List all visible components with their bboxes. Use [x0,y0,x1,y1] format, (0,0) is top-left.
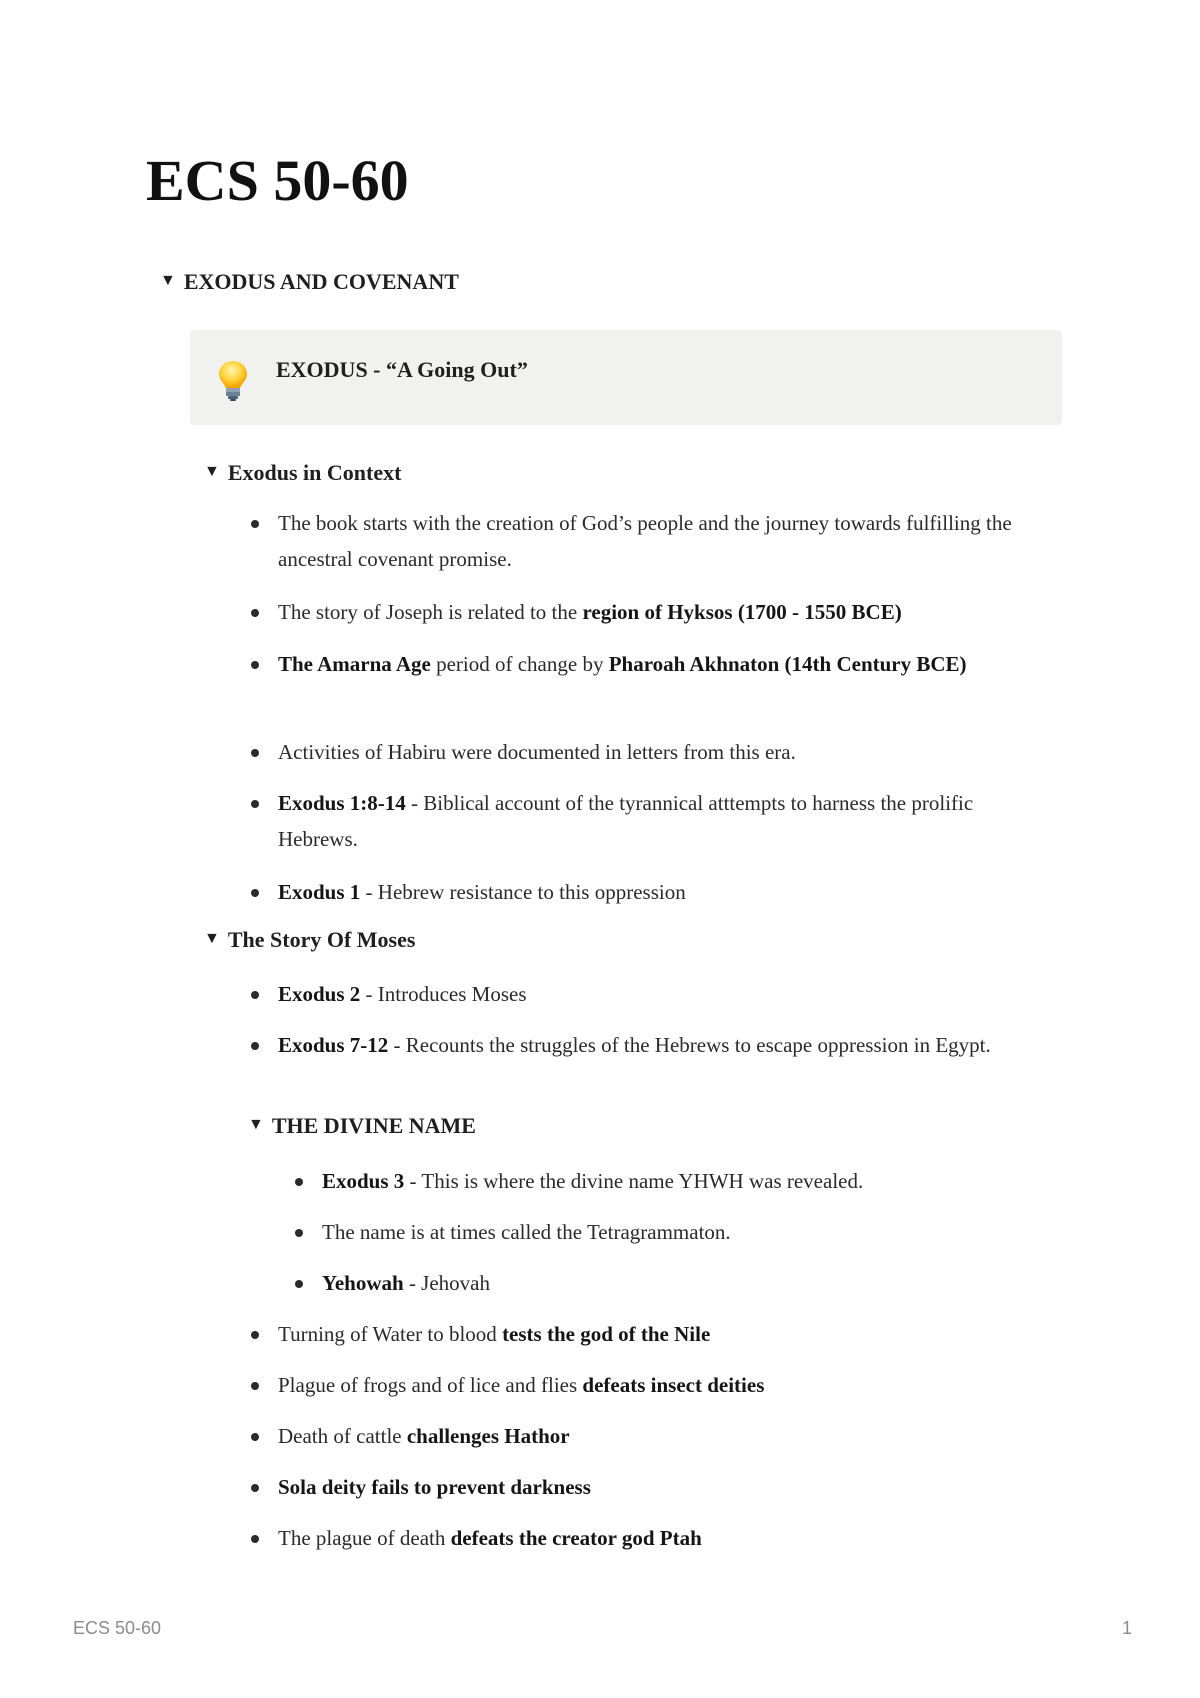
toggle-label: THE DIVINE NAME [271,1113,476,1138]
bullet-icon [251,1535,259,1543]
bullet-icon [251,1484,259,1492]
toggle-divine-name[interactable] [248,1111,476,1141]
triangle-down-icon[interactable]: ▼ [204,930,220,947]
toggle-exodus-and-covenant[interactable] [160,267,459,297]
bullet-icon [251,661,259,669]
bullet-icon [251,800,259,808]
toggle-label: EXODUS AND COVENANT [183,269,459,294]
lightbulb-icon [218,360,248,402]
list-item: Death of cattle challenges Hathor [278,1418,1058,1454]
list-item: Turning of Water to blood tests the god of the Nile [278,1316,1058,1352]
triangle-down-icon[interactable]: ▼ [248,1116,264,1133]
bullet-icon [295,1280,303,1288]
list-item: Exodus 3 - This is where the divine name YHWH was revealed. [322,1163,1062,1199]
toggle-label: The Story Of Moses [227,927,416,952]
footer-document-title: ECS 50-60 [73,1618,162,1638]
bullet-icon [251,1042,259,1050]
callout-box [190,330,1062,425]
list-item: Exodus 1 - Hebrew resistance to this oppression [278,874,1058,910]
bullet-icon [251,749,259,757]
toggle-label: Exodus in Context [227,460,402,485]
list-item: Exodus 1:8-14 - Biblical account of the tyrannical atttempts to harness the prolific Hebrews. [278,785,1058,857]
callout-text: EXODUS - “A Going Out” [276,357,528,382]
list-item: The plague of death defeats the creator god Ptah [278,1520,1058,1556]
triangle-down-icon[interactable]: ▼ [160,272,176,289]
list-item: The story of Joseph is related to the region of Hyksos (1700 - 1550 BCE) [278,594,1058,630]
page-title: ECS 50-60 [146,148,409,213]
toggle-story-of-moses[interactable] [204,925,415,955]
list-item: Plague of frogs and of lice and flies defeats insect deities [278,1367,1058,1403]
list-item: The name is at times called the Tetragrammaton. [322,1214,1062,1250]
bullet-icon [295,1178,303,1186]
list-item: Exodus 2 - Introduces Moses [278,976,1058,1012]
bullet-icon [251,991,259,999]
list-item: The Amarna Age period of change by Pharoah Akhnaton (14th Century BCE) [278,646,1058,682]
bullet-icon [251,889,259,897]
bullet-icon [295,1229,303,1237]
bullet-icon [251,1382,259,1390]
list-item: Yehowah - Jehovah [322,1265,1062,1301]
list-item: Exodus 7-12 - Recounts the struggles of the Hebrews to escape oppression in Egypt. [278,1027,1058,1063]
list-item: Sola deity fails to prevent darkness [278,1469,1058,1505]
triangle-down-icon[interactable]: ▼ [204,463,220,480]
footer-page-number: 1 [1122,1618,1133,1638]
bullet-icon [251,1331,259,1339]
list-item: The book starts with the creation of God’s people and the journey towards fulfilling the ancestral covenant promise. [278,505,1058,577]
toggle-exodus-in-context[interactable] [204,458,401,488]
bullet-icon [251,520,259,528]
bullet-icon [251,1433,259,1441]
bullet-icon [251,609,259,617]
list-item: Activities of Habiru were documented in letters from this era. [278,734,1058,770]
